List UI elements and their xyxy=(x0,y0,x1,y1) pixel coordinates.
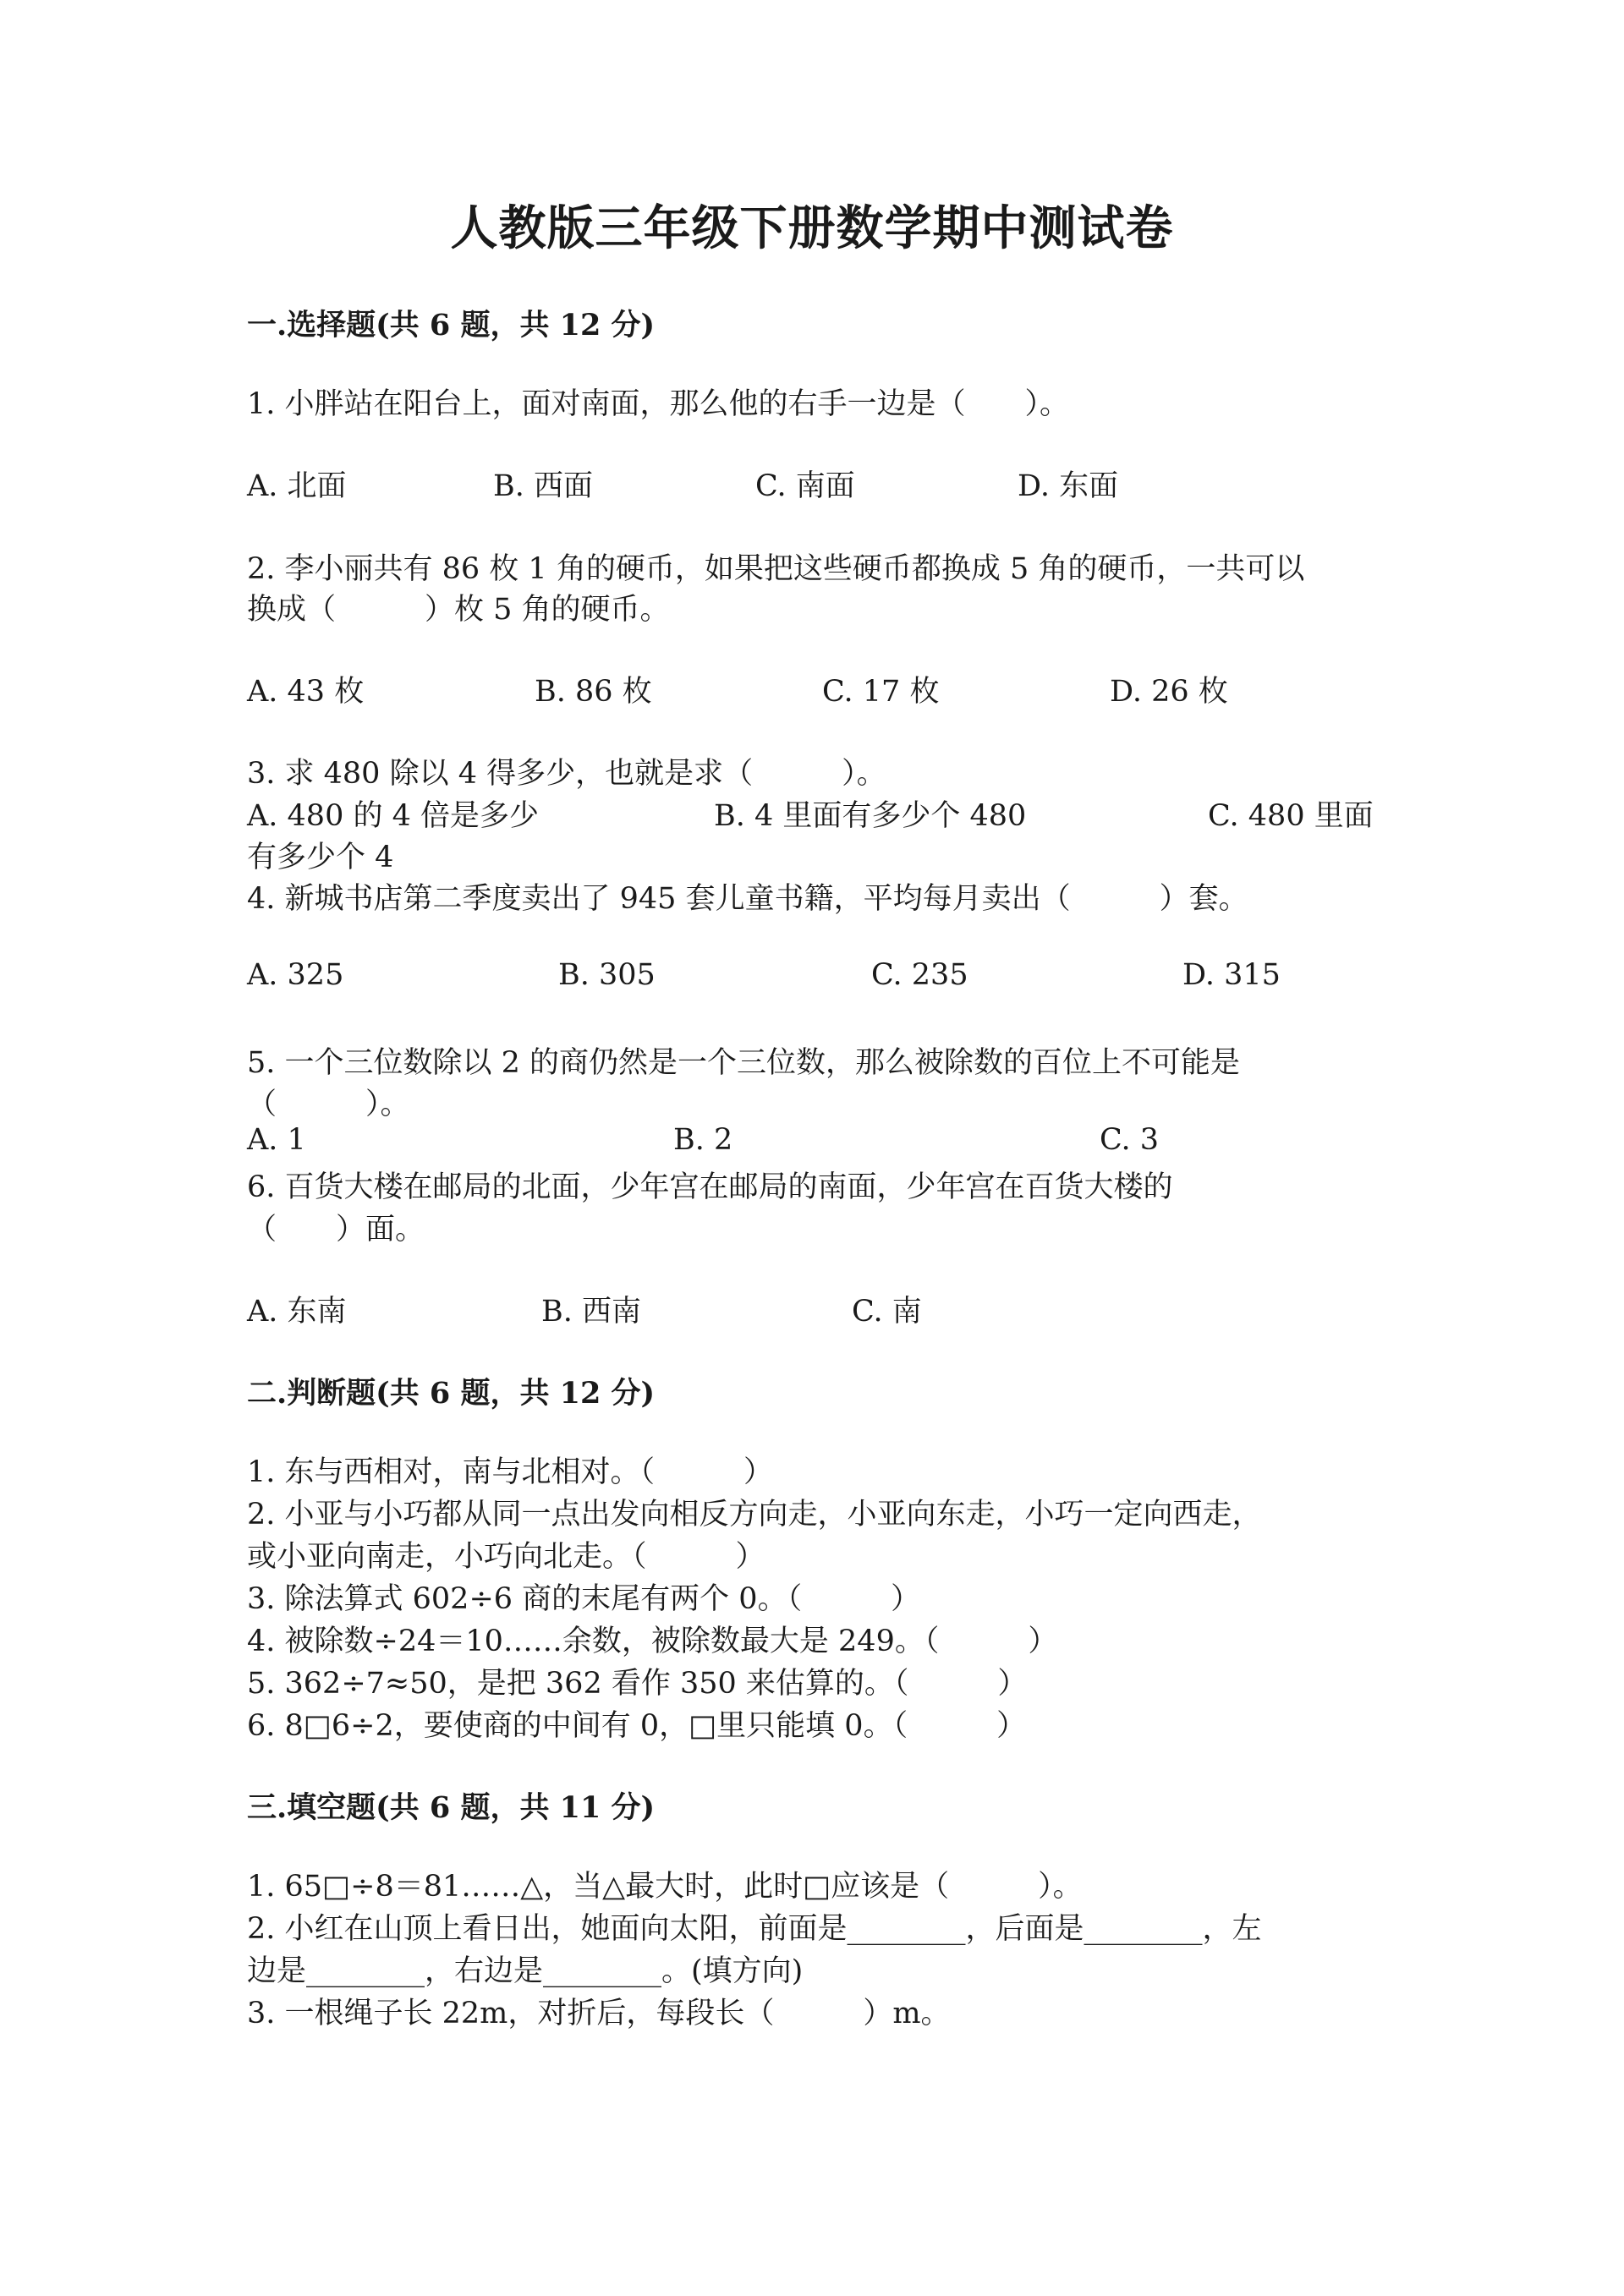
question-text: 4. 被除数÷24＝10……余数，被除数最大是 249。（ ） xyxy=(247,1625,1058,1658)
question-text: 4. 新城书店第二季度卖出了 945 套儿童书籍，平均每月卖出（ ）套。 xyxy=(247,882,1248,916)
question-text: 6. 8□6÷2，要使商的中间有 0，□里只能填 0。（ ） xyxy=(247,1709,1027,1743)
question-text: 2. 小亚与小巧都从同一点出发向相反方向走，小亚向东走，小巧一定向西走， xyxy=(247,1498,1262,1532)
section-heading-fill-blank: 三.填空题(共 6 题，共 11 分) xyxy=(247,1790,656,1825)
question-text: 换成（ ）枚 5 角的硬币。 xyxy=(247,593,670,627)
question-text: 1. 东与西相对，南与北相对。（ ） xyxy=(247,1455,774,1489)
question-text: 1. 65□÷8＝81……△，当△最大时，此时□应该是（ ）。 xyxy=(247,1870,1083,1904)
option-d: D. 东面 xyxy=(1018,469,1119,503)
option-c-continued: 有多少个 4 xyxy=(247,841,394,874)
option-b: B. 86 枚 xyxy=(535,675,652,709)
option-a: A. 北面 xyxy=(247,469,347,503)
question-text: 1. 小胖站在阳台上，面对南面，那么他的右手一边是（ ）。 xyxy=(247,387,1070,421)
option-c: C. 南面 xyxy=(755,469,855,503)
option-b: B. 2 xyxy=(673,1123,733,1157)
question-text: 6. 百货大楼在邮局的北面，少年宫在邮局的南面，少年宫在百货大楼的 xyxy=(247,1170,1173,1204)
option-c: C. 17 枚 xyxy=(822,675,940,709)
question-text: 边是________，右边是________。(填方向) xyxy=(247,1954,804,1988)
page-title: 人教版三年级下册数学期中测试卷 xyxy=(450,200,1174,256)
option-a: A. 东南 xyxy=(247,1295,347,1329)
option-b: B. 305 xyxy=(558,958,656,992)
question-text: 或小亚向南走，小巧向北走。（ ） xyxy=(247,1540,765,1574)
option-c: C. 235 xyxy=(871,958,968,992)
option-c: C. 3 xyxy=(1100,1123,1160,1157)
option-b: B. 4 里面有多少个 480 xyxy=(714,799,1027,833)
option-c: C. 南 xyxy=(852,1295,922,1329)
question-text: 5. 362÷7≈50，是把 362 看作 350 来估算的。（ ） xyxy=(247,1667,1028,1701)
option-b: B. 西面 xyxy=(493,469,593,503)
option-a: A. 43 枚 xyxy=(247,675,365,709)
option-d: D. 315 xyxy=(1182,958,1281,992)
option-a: A. 325 xyxy=(247,958,344,992)
option-d: D. 26 枚 xyxy=(1110,675,1228,709)
question-text: 2. 小红在山顶上看日出，她面向太阳，前面是________，后面是________，左 xyxy=(247,1912,1262,1946)
option-a: A. 480 的 4 倍是多少 xyxy=(247,799,539,833)
question-text: 3. 除法算式 602÷6 商的末尾有两个 0。（ ） xyxy=(247,1582,921,1616)
section-heading-judgement: 二.判断题(共 6 题，共 12 分) xyxy=(247,1376,656,1411)
option-a: A. 1 xyxy=(247,1123,306,1157)
question-text: （ ）面。 xyxy=(247,1213,425,1247)
question-text: 2. 李小丽共有 86 枚 1 角的硬币，如果把这些硬币都换成 5 角的硬币，一共可以 xyxy=(247,552,1305,586)
question-text: 5. 一个三位数除以 2 的商仍然是一个三位数，那么被除数的百位上不可能是 xyxy=(247,1046,1241,1080)
question-text: 3. 求 480 除以 4 得多少，也就是求（ ）。 xyxy=(247,757,886,791)
question-text: 3. 一根绳子长 22m，对折后，每段长（ ）m。 xyxy=(247,1997,951,2030)
option-c: C. 480 里面 xyxy=(1208,799,1374,833)
question-text: （ ）。 xyxy=(247,1088,410,1121)
section-heading-choice: 一.选择题(共 6 题，共 12 分) xyxy=(247,308,656,342)
option-b: B. 西南 xyxy=(541,1295,641,1329)
